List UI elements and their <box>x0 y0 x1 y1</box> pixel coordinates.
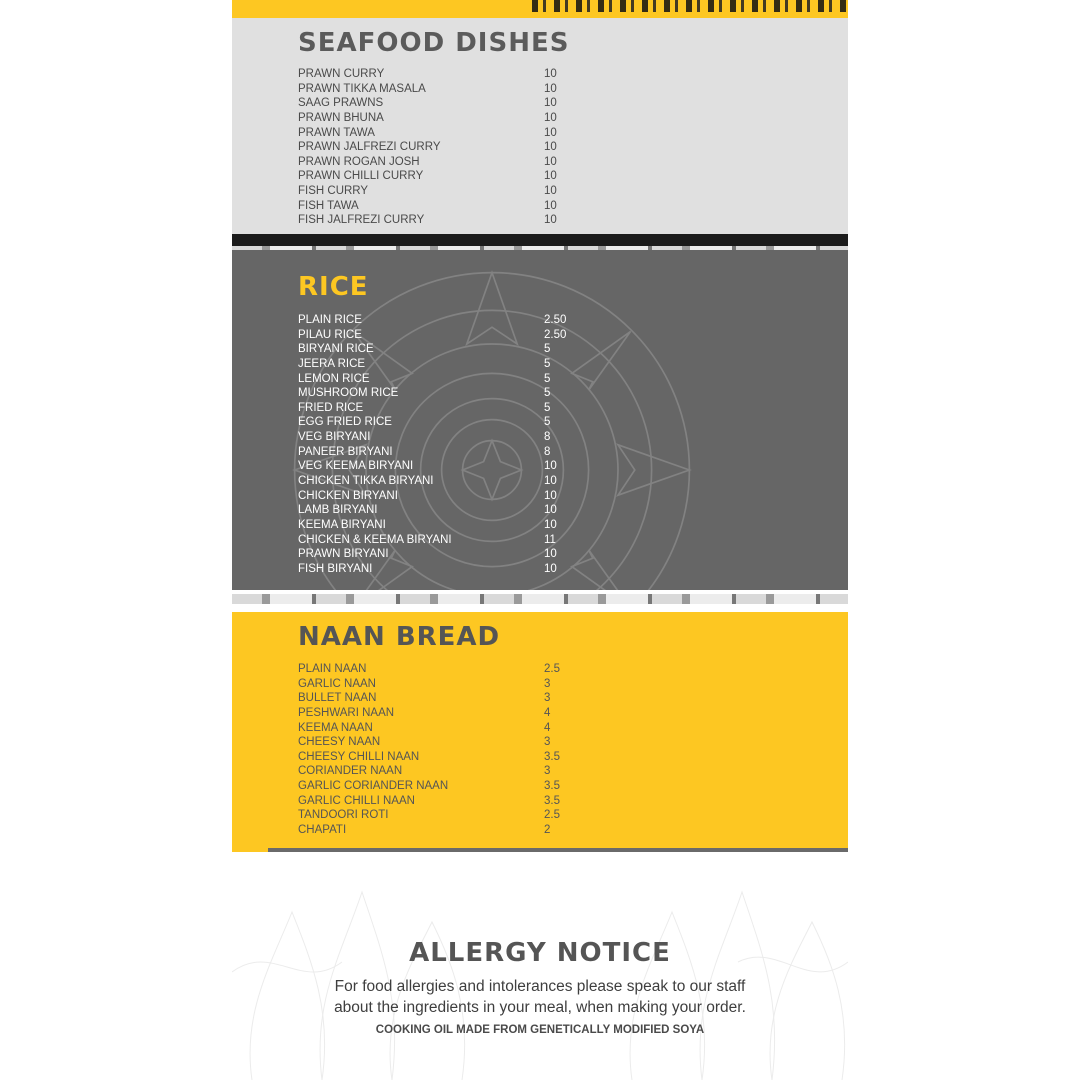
menu-item <box>298 199 598 214</box>
item-price: 10 <box>544 562 557 575</box>
menu-item <box>298 111 598 126</box>
menu-item <box>298 706 598 721</box>
menu-item <box>298 386 598 401</box>
item-price: 3 <box>544 736 551 749</box>
menu-item <box>298 155 598 170</box>
item-price: 10 <box>544 141 557 154</box>
naan-title: NAAN BREAD <box>298 622 501 652</box>
rice-section <box>232 250 848 590</box>
item-name: PILAU RICE <box>298 328 362 341</box>
menu-item <box>298 415 598 430</box>
item-price: 10 <box>544 126 557 139</box>
menu-item <box>298 328 598 343</box>
item-name: PRAWN BIRYANI <box>298 548 389 561</box>
item-price: 4 <box>544 721 551 734</box>
item-name: CHEESY CHILLI NAAN <box>298 750 420 763</box>
menu-item <box>298 213 598 228</box>
item-name: GARLIC NAAN <box>298 677 376 690</box>
menu-item <box>298 503 598 518</box>
item-name: KEEMA BIRYANI <box>298 518 386 531</box>
item-name: FISH CURRY <box>298 185 369 198</box>
item-name: LEMON RICE <box>298 372 370 385</box>
item-price: 10 <box>544 185 557 198</box>
menu-item <box>298 445 598 460</box>
menu-item <box>298 721 598 736</box>
menu-item <box>298 474 598 489</box>
item-name: PRAWN CHILLI CURRY <box>298 170 424 183</box>
item-price: 10 <box>544 82 557 95</box>
rice-list <box>298 313 598 577</box>
item-name: GARLIC CORIANDER NAAN <box>298 780 449 793</box>
item-name: PRAWN ROGAN JOSH <box>298 155 420 168</box>
allergy-line-2: about the ingredients in your meal, when making your order. <box>334 999 746 1016</box>
item-price: 10 <box>544 155 557 168</box>
item-price: 5 <box>544 343 551 356</box>
rice-title: RICE <box>298 272 369 302</box>
item-name: FISH TAWA <box>298 199 359 212</box>
gm-soya-note: COOKING OIL MADE FROM GENETICALLY MODIFIED SOYA <box>375 1024 705 1036</box>
menu-item <box>298 184 598 199</box>
menu-item <box>298 96 598 111</box>
menu-item <box>298 401 598 416</box>
item-price: 5 <box>544 372 551 385</box>
menu-item <box>298 459 598 474</box>
menu-item <box>298 342 598 357</box>
item-name: PRAWN TIKKA MASALA <box>298 82 426 95</box>
menu-item <box>298 779 598 794</box>
item-price: 2.50 <box>544 314 567 326</box>
item-name: PANEER BIRYANI <box>298 445 393 458</box>
item-name: CHEESY NAAN <box>298 736 381 749</box>
allergy-line-1: For food allergies and intolerances please speak to our staff <box>334 978 746 995</box>
brush-stroke-top <box>232 0 848 18</box>
seafood-section <box>232 0 848 248</box>
item-name: PESHWARI NAAN <box>298 706 395 719</box>
menu-item <box>298 357 598 372</box>
item-price: 10 <box>544 170 557 183</box>
menu-item <box>298 808 598 823</box>
menu-item <box>298 750 598 765</box>
item-price: 10 <box>544 460 557 473</box>
item-name: PRAWN BHUNA <box>298 111 384 124</box>
menu-item <box>298 562 598 577</box>
item-name: CHICKEN BIRYANI <box>298 489 398 502</box>
item-price: 3.5 <box>544 780 560 793</box>
menu-item <box>298 372 598 387</box>
item-price: 5 <box>544 416 551 429</box>
item-name: CHICKEN & KEEMA BIRYANI <box>298 533 452 546</box>
item-name: FISH JALFREZI CURRY <box>298 214 425 227</box>
menu-item <box>298 547 598 562</box>
item-name: TANDOORI ROTI <box>298 809 389 822</box>
menu-item <box>298 691 598 706</box>
naan-section <box>232 612 848 852</box>
item-name: FISH BIRYANI <box>298 562 373 575</box>
item-name: BIRYANI RICE <box>298 343 374 356</box>
menu-item <box>298 794 598 809</box>
seafood-list <box>298 67 598 228</box>
menu-item <box>298 662 598 677</box>
allergy-title: ALLERGY NOTICE <box>409 938 671 968</box>
allergy-text <box>232 976 848 1018</box>
item-price: 10 <box>544 518 557 531</box>
item-price: 2.5 <box>544 809 560 822</box>
naan-list <box>298 662 598 838</box>
menu-item <box>298 489 598 504</box>
item-name: JEERA RICE <box>298 357 366 370</box>
item-name: FRIED RICE <box>298 401 364 414</box>
item-name: PRAWN CURRY <box>298 68 385 80</box>
item-price: 10 <box>544 111 557 124</box>
item-name: PRAWN TAWA <box>298 126 375 139</box>
item-price: 2.50 <box>544 328 567 341</box>
seafood-title: SEAFOOD DISHES <box>298 28 570 58</box>
item-price: 11 <box>544 533 556 546</box>
item-name: KEEMA NAAN <box>298 721 373 734</box>
item-name: GARLIC CHILLI NAAN <box>298 794 415 807</box>
item-price: 10 <box>544 475 557 488</box>
item-price: 10 <box>544 548 557 561</box>
item-price: 10 <box>544 68 557 80</box>
item-name: VEG KEEMA BIRYANI <box>298 460 414 473</box>
menu-page <box>232 0 848 1080</box>
menu-item <box>298 126 598 141</box>
item-price: 8 <box>544 431 551 444</box>
item-name: CORIANDER NAAN <box>298 765 403 778</box>
menu-item <box>298 140 598 155</box>
menu-item <box>298 67 598 82</box>
menu-item <box>298 518 598 533</box>
item-price: 10 <box>544 214 557 227</box>
item-price: 4 <box>544 706 551 719</box>
menu-item <box>298 735 598 750</box>
menu-item <box>298 313 598 328</box>
item-name: EGG FRIED RICE <box>298 416 392 429</box>
item-name: LAMB BIRYANI <box>298 504 378 517</box>
item-price: 5 <box>544 387 551 400</box>
item-name: VEG BIRYANI <box>298 431 371 444</box>
item-price: 10 <box>544 97 557 110</box>
menu-item <box>298 677 598 692</box>
allergy-section <box>232 852 848 1080</box>
menu-item <box>298 823 598 838</box>
item-name: CHICKEN TIKKA BIRYANI <box>298 475 434 488</box>
item-price: 2.5 <box>544 663 560 675</box>
item-price: 8 <box>544 445 551 458</box>
item-price: 3.5 <box>544 750 560 763</box>
item-price: 10 <box>544 489 557 502</box>
item-price: 3 <box>544 765 551 778</box>
item-price: 10 <box>544 504 557 517</box>
item-name: BULLET NAAN <box>298 692 377 705</box>
item-price: 3 <box>544 692 551 705</box>
menu-item <box>298 533 598 548</box>
item-name: CHAPATI <box>298 824 347 837</box>
item-name: PLAIN NAAN <box>298 663 367 675</box>
item-name: PLAIN RICE <box>298 314 362 326</box>
item-price: 3 <box>544 677 551 690</box>
menu-item <box>298 764 598 779</box>
menu-item <box>298 430 598 445</box>
item-price: 5 <box>544 357 551 370</box>
item-price: 5 <box>544 401 551 414</box>
item-price: 2 <box>544 824 551 837</box>
item-name: MUSHROOM RICE <box>298 387 399 400</box>
brush-stroke-divider <box>232 594 848 604</box>
item-name: PRAWN JALFREZI CURRY <box>298 141 441 154</box>
item-name: SAAG PRAWNS <box>298 97 384 110</box>
menu-item <box>298 169 598 184</box>
item-price: 10 <box>544 199 557 212</box>
menu-item <box>298 82 598 97</box>
item-price: 3.5 <box>544 794 560 807</box>
